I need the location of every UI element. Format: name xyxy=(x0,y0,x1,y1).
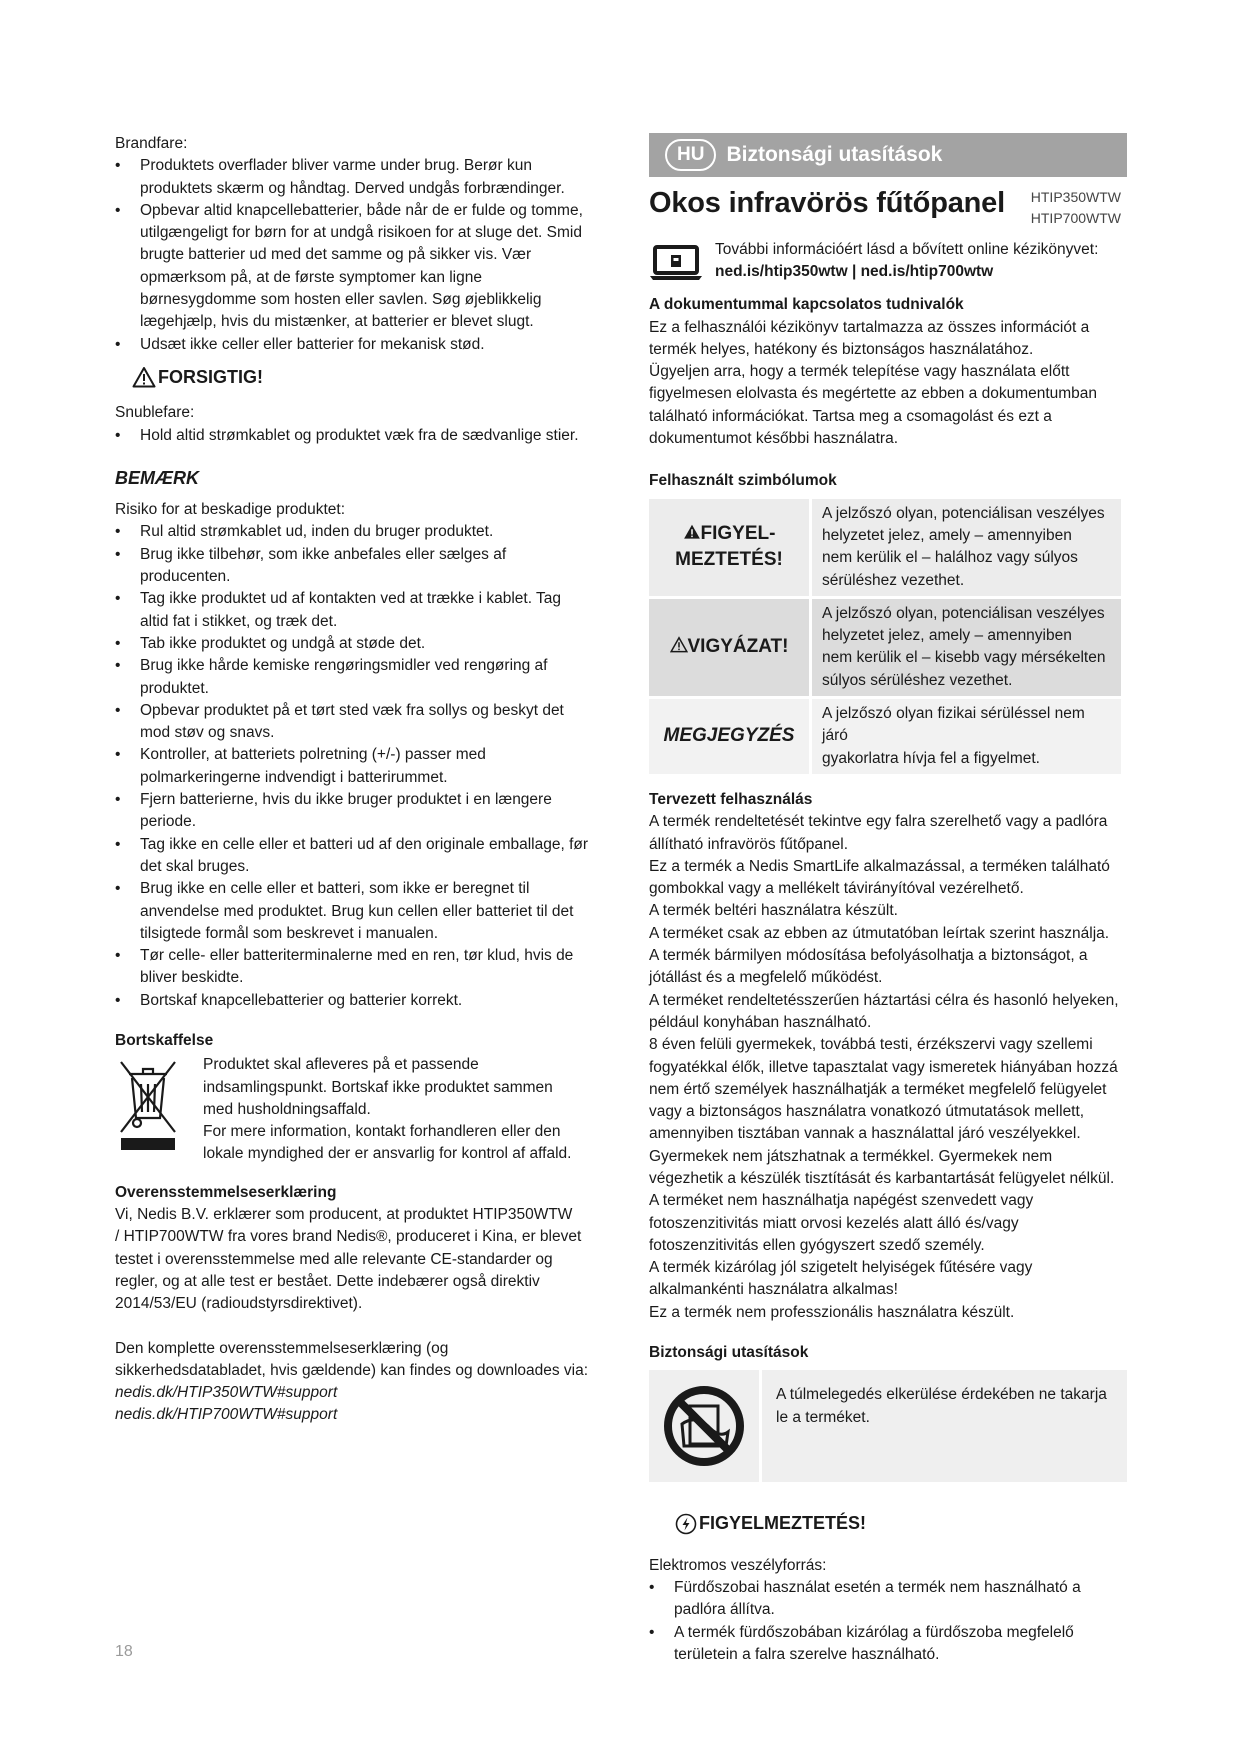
support-link-700[interactable]: nedis.dk/HTIP700WTW#support xyxy=(115,1406,338,1424)
right-column xyxy=(649,133,1127,1666)
brandfare-label: Brandfare: xyxy=(115,135,188,152)
list-item: • Fürdőszobai használat esetén a termék nem használható a padlóra állítva. xyxy=(649,1577,1127,1622)
warning-triangle-icon xyxy=(683,523,701,540)
list-item: • Bortskaf knapcellebatterier og batterier korrekt. xyxy=(115,990,600,1012)
safety-box-text: A túlmelegedés elkerülése érdekében ne takarja le a terméket. xyxy=(776,1386,1107,1426)
note-label-cell: MEGJEGYZÉS xyxy=(649,698,811,776)
figyelmeztetes-heading: FIGYELMEZTETÉS! xyxy=(675,1512,1127,1534)
overens-heading: Overensstemmelseserklæring xyxy=(115,1183,337,1201)
laptop-icon xyxy=(649,239,703,288)
disposal-section xyxy=(115,1054,600,1165)
list-item: • Brug ikke tilbehør, som ikke anbefales eller sælges af producenten. xyxy=(115,544,600,589)
weee-icon xyxy=(115,1054,189,1165)
warning-triangle-icon xyxy=(132,366,156,388)
snublefare-list xyxy=(115,425,600,447)
left-column xyxy=(115,133,600,1427)
list-item: • Tag ikke en celle eller et batteri ud af den originale emballage, før det skal bruges. xyxy=(115,834,600,879)
elektromos-label: Elektromos veszélyforrás: xyxy=(649,1556,827,1574)
risiko-label: Risiko for at beskadige produktet: xyxy=(115,501,346,519)
note-desc-cell: A jelzőszó olyan fizikai sérüléssel nem járó gyakorlatra hívja fel a figyelmet. xyxy=(811,698,1122,776)
elektromos-list xyxy=(649,1577,1127,1666)
list-item: • Tab ikke produktet og undgå at støde det. xyxy=(115,633,600,655)
online-manual-info xyxy=(649,239,1127,288)
list-item: • Opbevar altid knapcellebatterier, både når de er fulde og tomme, utilgængeligt for børn for at undgå risikoen for at sluge det. Smid brugte batterier ud med det samme og på sikker vis. Vær opmærksom på, at de første symptomer kan ligne børnesygdomme som hosten eller savlen. Søg øjeblikkelig lægehjælp, hvis du mistænker, at batterier er blevet slugt. xyxy=(115,200,600,334)
page-number: 18 xyxy=(115,1643,133,1660)
info-text: További információért lásd a bővített online kézikönyvet: xyxy=(715,241,1099,258)
list-item: • Produktets overflader bliver varme under brug. Berør kun produktets skærm og håndtag. Derved undgås forbrændinger. xyxy=(115,155,600,200)
symbols-table xyxy=(649,499,1121,777)
komplette-text: Den komplette overensstemmelseserklæring (og sikkerhedsdatabladet, hvis gældende) kan findes og downloades via: nedis.dk/HTIP350WTW#support nedis.dk/HTIP700WTW#support xyxy=(115,1338,600,1427)
warning-triangle-icon xyxy=(670,636,688,653)
risiko-list xyxy=(115,521,600,1012)
info-links[interactable]: ned.is/htip350wtw | ned.is/htip700wtw xyxy=(715,263,994,281)
safety-heading: Biztonsági utasítások xyxy=(649,1344,809,1362)
list-item: • Tag ikke produktet ud af kontakten ved at trække i kablet. Tag altid fat i stikket, og træk det. xyxy=(115,588,600,633)
list-item: • Brug ikke hårde kemiske rengøringsmidler ved rengøring af produktet. xyxy=(115,655,600,700)
do-not-cover-icon xyxy=(649,1370,762,1482)
overens-text: Vi, Nedis B.V. erklærer som producent, at produktet HTIP350WTW / HTIP700WTW fra vores brand Nedis®, produceret i Kina, er blevet testet i overensstemmelse med alle relevante CE-standarder og regler, og at alle test er bestået. Dette indebærer også direktiv 2014/53/EU (radioudstyrsdirektivet). xyxy=(115,1206,582,1313)
support-link-350[interactable]: nedis.dk/HTIP350WTW#support xyxy=(115,1384,338,1402)
doc-heading: A dokumentummal kapcsolatos tudnivalók xyxy=(649,296,964,314)
electric-hazard-icon xyxy=(675,1513,697,1535)
language-header xyxy=(649,133,1127,177)
doc-text: Ez a felhasználói kézikönyv tartalmazza az összes információt a termék helyes, hatékony és biztonságos használatához. Ügyeljen arra, hogy a termék telepítése vagy használata előtt figyelmesen elolvasta és megértette az ebben a dokumentumban található információkat. Tartsa meg a csomagolást és ezt a dokumentumot későbbi használatra. xyxy=(649,318,1098,448)
list-item: • Fjern batterierne, hvis du ikke bruger produktet i en længere periode. xyxy=(115,789,600,834)
list-item: • Tør celle- eller batteriterminalerne med en ren, tør klud, hvis de bliver beskidte. xyxy=(115,945,600,990)
caution-desc-cell: A jelzőszó olyan, potenciálisan veszélyes helyzetet jelez, amely – amennyiben nem kerülik el – kisebb vagy mérsékelten súlyos sérüléshez vezethet. xyxy=(811,597,1122,697)
forsigtig-heading: FORSIGTIG! xyxy=(132,366,600,388)
model-numbers: HTIP350WTW HTIP700WTW xyxy=(1030,189,1121,226)
bortskaffelse-heading: Bortskaffelse xyxy=(115,1031,214,1049)
disposal-text: Produktet skal afleveres på et passende indsamlingspunkt. Bortskaf ikke produktet sammen med husholdningsaffald. For mere information, kontakt forhandleren eller den lokale myndighed der er ansvarlig for kontrol af affald. xyxy=(203,1056,572,1163)
list-item: • Hold altid strømkablet og produktet væk fra de sædvanlige stier. xyxy=(115,425,600,447)
page-title: Okos infravörös fűtőpanel xyxy=(649,187,1005,219)
caution-label-cell: VIGYÁZAT! xyxy=(649,597,811,697)
list-item: • Brug ikke en celle eller et batteri, som ikke er beregnet til anvendelse med produktet. Brug kun cellen eller batteriet til det tilsigtede formål som beskrevet i manualen. xyxy=(115,878,600,945)
table-row xyxy=(649,597,1121,697)
table-row xyxy=(649,698,1121,776)
language-badge: HU xyxy=(665,139,716,171)
title-row xyxy=(649,185,1127,229)
list-item: • Rul altid strømkablet ud, inden du bruger produktet. xyxy=(115,521,600,543)
snublefare-label: Snublefare: xyxy=(115,404,195,422)
safety-box xyxy=(649,1370,1127,1482)
list-item: • Opbevar produktet på et tørt sted væk fra sollys og beskyt det mod støv og snavs. xyxy=(115,700,600,745)
warning-label-cell: FIGYEL- MEZTETÉS! xyxy=(649,499,811,598)
use-text: A termék rendeltetését tekintve egy falra szerelhető vagy a padlóra állítható infravörös fűtőpanel. Ez a termék a Nedis SmartLife alkalmazással, a terméken található gombokkal vagy a mellékelt távirányítóval vezérelhető. A termék beltéri használatra készült. A terméket csak az ebben az útmutatóban leírtak szerint használja. A termék bármilyen módosítása befolyásolhatja a biztonságot, a jótállást és a megfelelő működést. A terméket rendeltetésszerűen háztartási célra és hasonló helyeken, például konyhában használható. 8 éven felüli gyermekek, továbbá testi, érzékszervi vagy szellemi fogyatékkal élők, illetve tapasztalat vagy ismeretek hiányában hozzá nem értő személyek használhatják a terméket megfelelő felügyelet vagy a biztonságos használatra vonatkozó útmutatások mellett, amennyiben tisztában vannak a használattal járó veszélyekkel. Gyermekek nem játszhatnak a termékkel. Gyermekek nem végezhetik a készülék tisztítását és karbantartását felügyelet nélkül. A terméket nem használhatja napégést szenvedett vagy fotoszenzitivitás miatt orvosi kezelés alatt álló és/vagy fotoszenzitivitás ellen gyógyszert szedő személy. A termék kizárólag jól szigetelt helyiségek fűtésére vagy alkalmankénti használatra alkalmas! Ez a termék nem professzionális használatra készült. xyxy=(649,813,1119,1321)
brandfare-list xyxy=(115,155,600,356)
list-item: • A termék fürdőszobában kizárólag a fürdőszoba megfelelő területein a falra szerelve használható. xyxy=(649,1622,1127,1667)
language-title: Biztonsági utasítások xyxy=(726,142,943,166)
table-row xyxy=(649,499,1121,598)
bemaerk-heading: BEMÆRK xyxy=(115,467,199,488)
list-item: • Udsæt ikke celler eller batterier for mekanisk stød. xyxy=(115,334,600,356)
symbols-heading: Felhasznált szimbólumok xyxy=(649,472,837,490)
warning-desc-cell: A jelzőszó olyan, potenciálisan veszélyes helyzetet jelez, amely – amennyiben nem kerülik el – halálhoz vagy súlyos sérüléshez vezethet. xyxy=(811,499,1122,598)
use-heading: Tervezett felhasználás xyxy=(649,790,813,808)
list-item: • Kontroller, at batteriets polretning (+/-) passer med polmarkeringerne indvendigt i batterirummet. xyxy=(115,744,600,789)
